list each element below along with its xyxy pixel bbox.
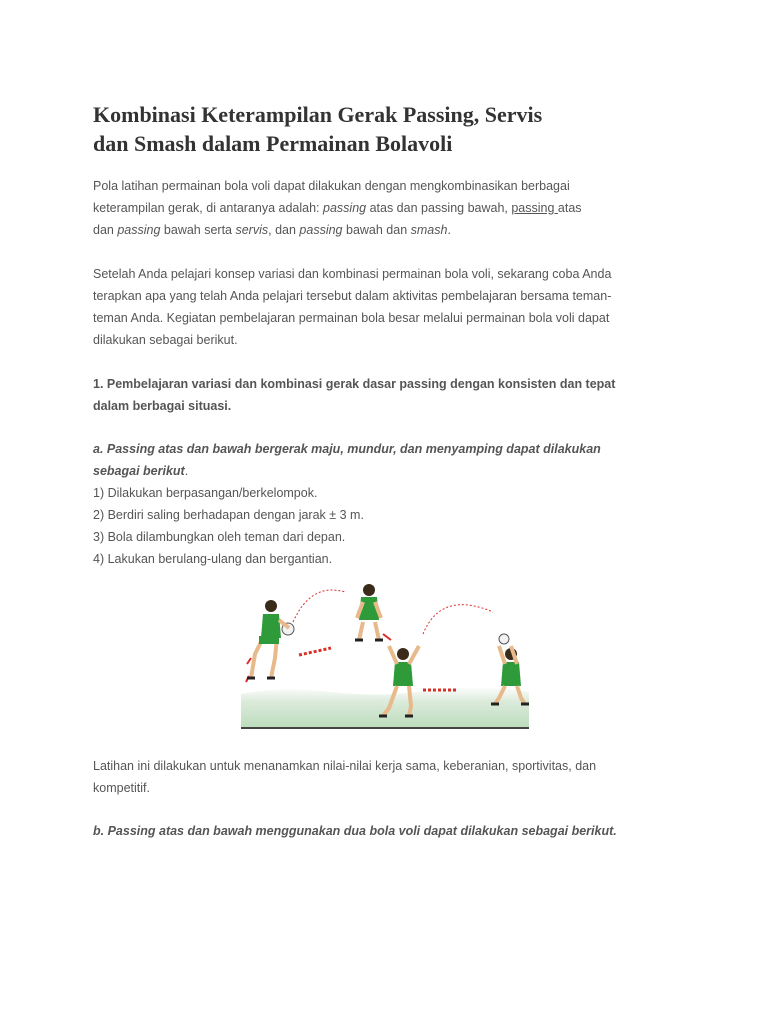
sub-a-line-2: sebagai berikut.: [93, 464, 189, 478]
intro-line-3: dan passing bawah serta servis, dan passing bawah dan smash.: [93, 223, 451, 237]
volleyball-illustration: [241, 582, 529, 732]
paragraph-3: [93, 755, 673, 799]
paragraph-2: [93, 263, 673, 351]
player-2: [355, 584, 383, 640]
step-3: 3) Bola dilambungkan oleh teman dari depan.: [93, 530, 346, 544]
para3-line-2: kompetitif.: [93, 781, 150, 795]
volleyball-2: [499, 634, 509, 644]
passing-drill-figure: [241, 582, 529, 732]
sub-b-line: b. Passing atas dan bawah menggunakan dua bola voli dapat dilakukan sebagai berikut.: [93, 824, 617, 838]
step-4: 4) Lakukan berulang-ulang dan bergantian.: [93, 552, 333, 566]
title-line-1: Kombinasi Keterampilan Gerak Passing, Servis: [93, 102, 543, 127]
title-line-2: dan Smash dalam Permainan Bolavoli: [93, 131, 453, 156]
step-1: 1) Dilakukan berpasangan/berkelompok.: [93, 486, 318, 500]
article-title: [93, 100, 673, 158]
intro-paragraph: [93, 175, 673, 241]
para2-line-4: dilakukan sebagai berikut.: [93, 333, 238, 347]
trajectory-1: [293, 590, 345, 622]
passing-link[interactable]: passing: [511, 201, 558, 215]
move-arrow-1: [299, 648, 331, 655]
section1-line-2: dalam berbagai situasi.: [93, 399, 232, 413]
move-arrow-4: [383, 634, 391, 640]
step-2: 2) Berdiri saling berhadapan dengan jarak ± 3 m.: [93, 508, 364, 522]
intro-line-2: keterampilan gerak, di antaranya adalah: passing atas dan passing bawah, passing atas: [93, 201, 582, 215]
sub-a-line-1: a. Passing atas dan bawah bergerak maju, mundur, dan menyamping dapat dilakukan: [93, 442, 601, 456]
sub-b-heading: [93, 820, 673, 842]
para2-line-2: terapkan apa yang telah Anda pelajari tersebut dalam aktivitas pembelajaran bersama teman-: [93, 289, 612, 303]
sub-a-block: [93, 438, 673, 570]
para2-line-3: teman Anda. Kegiatan pembelajaran permainan bola besar melalui permainan bola voli dapat: [93, 311, 610, 325]
intro-line-1: Pola latihan permainan bola voli dapat dilakukan dengan mengkombinasikan berbagai: [93, 179, 570, 193]
para3-line-1: Latihan ini dilakukan untuk menanamkan nilai-nilai kerja sama, keberanian, sportivitas, dan: [93, 759, 597, 773]
section-1-heading: [93, 373, 673, 417]
player-1: [247, 600, 289, 678]
section1-line-1: 1. Pembelajaran variasi dan kombinasi gerak dasar passing dengan konsisten dan tepat: [93, 377, 616, 391]
grass-ground: [241, 686, 529, 728]
para2-line-1: Setelah Anda pelajari konsep variasi dan kombinasi permainan bola voli, sekarang coba Anda: [93, 267, 612, 281]
trajectory-2: [423, 605, 493, 634]
